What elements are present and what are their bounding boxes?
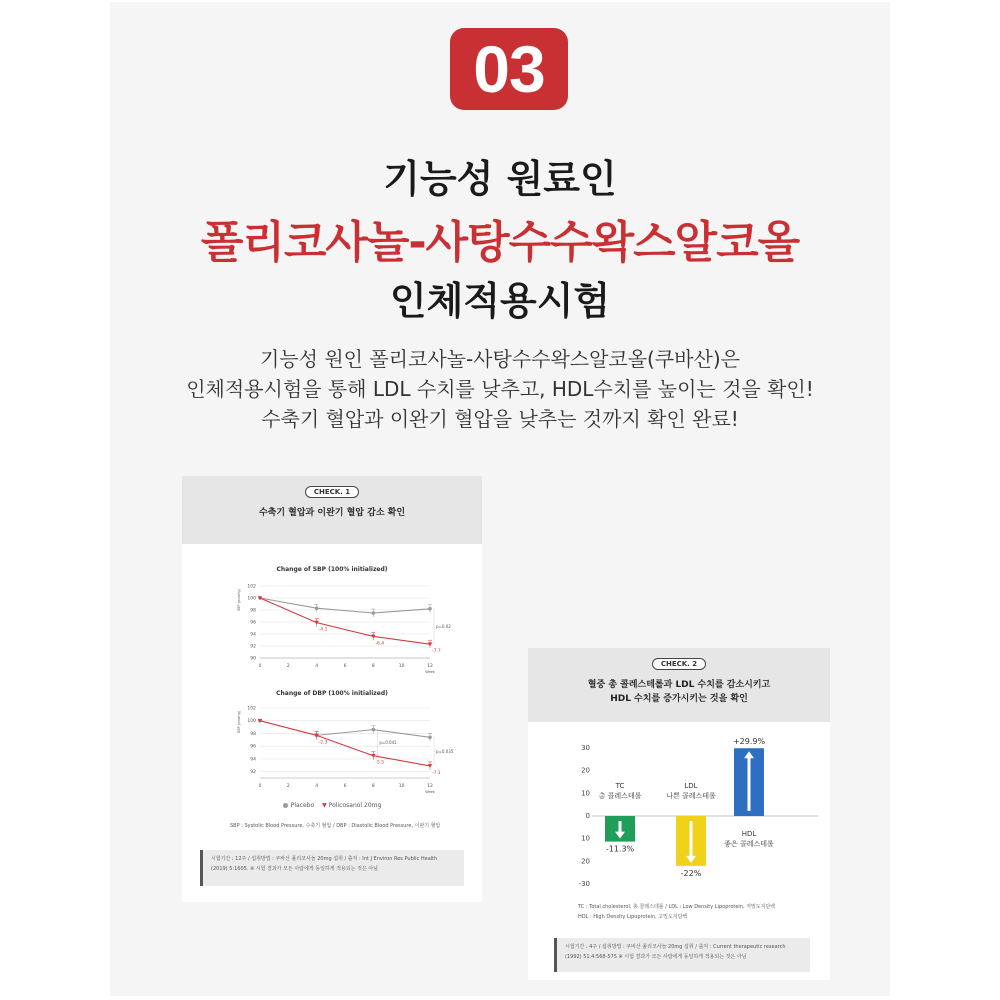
x-tick-label: 8 <box>371 664 375 669</box>
y-tick-label: 90 <box>250 656 256 662</box>
category-label: LDL <box>684 782 698 790</box>
check2-title-line-2: HDL 수치를 증가시키는 것을 확인 <box>610 694 748 704</box>
check2-note <box>554 938 810 972</box>
heading-line-2: 폴리코사놀-사탕수수왁스알코올 <box>200 217 800 268</box>
placebo-line <box>260 721 430 738</box>
placebo-point <box>372 728 376 732</box>
sbp-chart-title: Change of SBP (100% initialized) <box>276 566 388 573</box>
policosanol-legend-marker: ▼ <box>322 802 327 809</box>
p-value-label: p=0.02 <box>436 624 451 629</box>
policosanol-data-label: -2.3 <box>318 740 328 746</box>
category-label: HDL <box>741 830 757 838</box>
x-tick-label: 0 <box>258 664 262 669</box>
p-value-label: p=0.035 <box>436 749 454 755</box>
policosanol-data-label: -6.4 <box>375 641 385 647</box>
description-line-2: 인체적용시험을 통해 LDL 수치를 낮추고, HDL수치를 높이는 것을 확인! <box>186 377 814 401</box>
cholesterol-chart <box>528 736 830 896</box>
section-number-badge: 03 <box>450 28 568 110</box>
y-tick-label: 96 <box>250 620 256 626</box>
check1-header <box>182 476 482 544</box>
y-tick-label: 92 <box>250 770 256 776</box>
x-tick-label: 2 <box>286 664 290 669</box>
check2-note-line-1: 시험기간 : 4주 / 섭취방법 : 쿠바산 폴리코사놀 20mg 섭취 / 출처 : Current therapeutic research <box>565 944 786 950</box>
x-axis-label: Week <box>425 670 435 674</box>
check2-title <box>528 678 830 706</box>
x-tick-label: 4 <box>315 664 319 669</box>
y-tick-label: 98 <box>250 731 256 737</box>
check2-abbr-line-1: TC : Total cholesterol, 총 콜레스테롤 / LDL : Low Density Lipoprotein, 저밀도지단백 <box>578 904 776 910</box>
bar-value-label: -11.3% <box>605 844 635 854</box>
x-tick-label: 4 <box>315 784 319 789</box>
placebo-legend-marker <box>283 803 288 808</box>
check1-note-line-2: (2019) 5:1605. ※ 시험 결과가 모든 사람에게 동일하게 적용되는 것은 아님 <box>211 866 378 872</box>
placebo-line <box>260 598 430 613</box>
y-tick-label: 92 <box>250 644 256 650</box>
description-line-3: 수축기 혈압과 이완기 혈압을 낮추는 것까지 확인 완료! <box>261 407 739 431</box>
check1-card <box>182 476 482 902</box>
x-tick-label: 12 <box>427 664 433 669</box>
x-tick-label: 10 <box>398 784 405 789</box>
dbp-chart-title: Change of DBP (100% initialized) <box>276 690 388 697</box>
y-tick-label: 20 <box>581 766 590 775</box>
placebo-point <box>428 607 432 611</box>
y-tick-label: 0 <box>585 812 590 820</box>
policosanol-data-label: -4.1 <box>318 627 328 633</box>
y-tick-label: 100 <box>247 596 256 602</box>
policosanol-data-label: -7.7 <box>432 649 441 655</box>
placebo-point <box>372 611 376 615</box>
x-tick-label: 12 <box>427 784 433 789</box>
x-tick-label: 0 <box>258 784 262 789</box>
y-axis-label: DBP (mmHg) <box>237 710 241 734</box>
y-tick-label: 98 <box>250 608 256 614</box>
y-tick-label: 102 <box>247 706 256 712</box>
y-tick-label: 102 <box>247 584 256 590</box>
category-sublabel: 나쁜 콜레스테롤 <box>666 792 716 800</box>
policosanol-line <box>260 598 430 647</box>
y-tick-label: 94 <box>250 757 256 763</box>
description-line-1: 기능성 원인 폴리코사놀-사탕수수왁스알코올(쿠바산)은 <box>260 347 740 371</box>
placebo-legend-label: Placebo <box>290 802 315 809</box>
category-sublabel: 총 콜레스테롤 <box>598 792 642 800</box>
check1-title: 수축기 혈압과 이완기 혈압 감소 확인 <box>258 508 406 518</box>
description <box>0 344 1000 434</box>
y-tick-label: 30 <box>581 744 590 752</box>
check2-abbreviations <box>578 902 775 922</box>
dbp-chart <box>182 702 482 802</box>
y-tick-label: 100 <box>247 719 256 725</box>
policosanol-data-label: -7.1 <box>432 770 441 776</box>
y-tick-label: 20 <box>581 857 590 866</box>
check1-badge: CHECK. 1 <box>305 486 359 498</box>
bar-value-label: -22% <box>680 868 702 878</box>
p-value-label: p=0.041 <box>379 740 397 746</box>
check1-note-line-1: 시험기간 : 12주 / 섭취방법 : 쿠바산 폴리코사놀 20mg 섭취 / 출처 : Int J Environ Res Public Health <box>211 856 438 862</box>
x-tick-label: 6 <box>343 784 347 789</box>
x-tick-label: 2 <box>286 784 290 789</box>
placebo-point <box>315 606 319 610</box>
y-tick-label: 10 <box>581 789 590 798</box>
placebo-point <box>428 735 432 739</box>
heading-line-3: 인체적용시험 <box>389 279 611 323</box>
y-tick-label: -30 <box>578 880 590 888</box>
sbp-chart <box>182 578 482 686</box>
category-label: TC <box>615 782 625 790</box>
check1-abbreviations: SBP : Systolic Blood Pressure, 수축기 혈압 / DBP : Diastolic Blood Pressure, 이완기 혈압 <box>230 823 441 829</box>
y-tick-label: 94 <box>250 632 256 638</box>
check2-header <box>528 648 830 722</box>
y-tick-label: 10 <box>581 834 590 843</box>
check2-note-line-2: (1992) 51.4:568-575 ※ 시험 결과가 모든 사람에게 동일하게 적용되는 것은 아님 <box>565 954 747 960</box>
policosanol-data-label: -5.5 <box>375 760 385 766</box>
x-axis-label: Week <box>425 790 435 794</box>
policosanol-legend-label: Policosanol 20mg <box>328 802 382 809</box>
y-axis-label: SBP (mmHg) <box>237 588 241 612</box>
check2-card <box>528 648 830 980</box>
chart-legend <box>182 802 482 809</box>
x-tick-label: 10 <box>398 664 405 669</box>
check1-note <box>200 850 464 886</box>
bar-value-label: +29.9% <box>732 737 766 747</box>
check2-abbr-line-2: HDL : High Density Lipoprotein, 고밀도지단백 <box>578 914 688 920</box>
check2-badge: CHECK. 2 <box>652 658 706 670</box>
heading-line-1: 기능성 원료인 <box>383 157 617 201</box>
y-tick-label: 96 <box>250 744 256 750</box>
category-sublabel: 좋은 콜레스테롤 <box>724 840 774 848</box>
check2-title-line-1: 혈중 총 콜레스테롤과 LDL 수치를 감소시키고 <box>587 680 771 690</box>
x-tick-label: 8 <box>371 784 375 789</box>
x-tick-label: 6 <box>343 664 347 669</box>
